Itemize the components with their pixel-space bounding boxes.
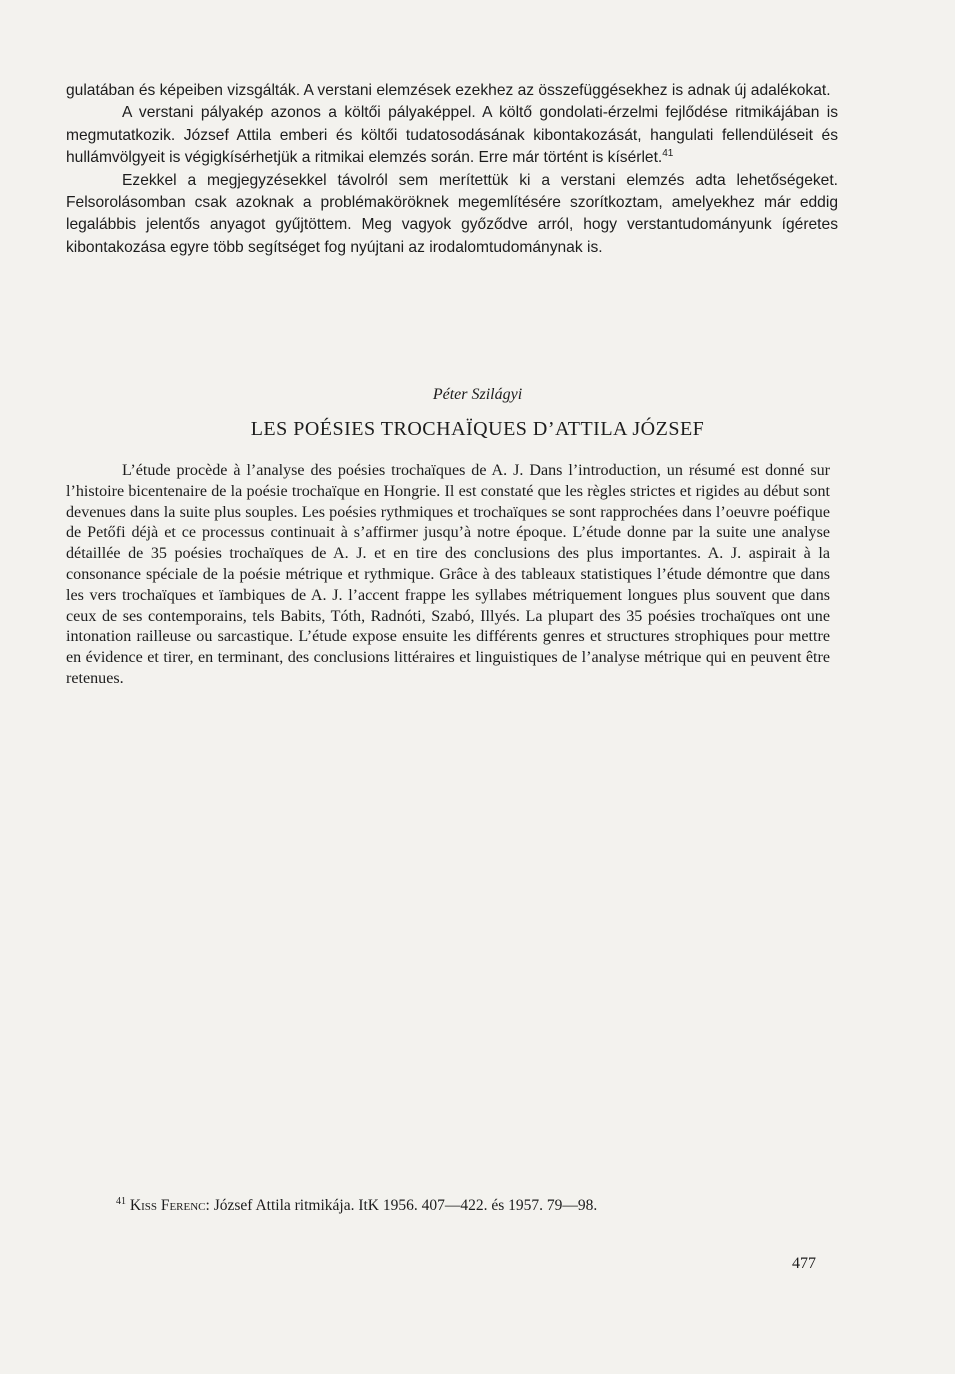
paragraph: [66, 102, 838, 169]
footnote-author: Kiss Ferenc: [129, 1197, 206, 1215]
french-summary: [66, 461, 830, 690]
hungarian-text: [66, 80, 838, 259]
footnote-number: 41: [116, 1196, 126, 1207]
footnote-reference[interactable]: 41: [662, 148, 674, 160]
page-number: 477: [792, 1255, 816, 1272]
paragraph: gulatában és képeiben vizsgálták. A verstani elemzések ezekhez az összefüggésekhez is adnak új adalékokat.: [66, 82, 831, 99]
footnote: [116, 1196, 597, 1215]
paragraph-text: A verstani pályakép azonos a költői pályaképpel. A költő gondolati-érzelmi fejlődése ritmikájában is megmutatkozik. József Attila emberi és költői tudatosodásának kibontakozását, hangulati fellendüléseit és hullámvölgyeit is végigkísérhetjük a ritmikai elemzés során. Erre már történt is kísérlet.: [66, 104, 838, 167]
paragraph: Ezekkel a megjegyzésekkel távolról sem merítettük ki a verstani elemzés adta lehetőségeket. Felsorolásomban csak azoknak a problémaköröknek megemlítésére szorítkoztam, amelyekhez már eddig legalábbis jelentős anyagot gyűjtöttem. Meg vagyok győződve arról, hogy verstantudományunk ígéretes kibontakozása egyre több segítséget fog nyújtani az irodalomtudománynak is.: [66, 171, 838, 256]
summary-paragraph: L’étude procède à l’analyse des poésies trochaïques de A. J. Dans l’introduction, un résumé est donné sur l’histoire bicentenaire de la poésie trochaïque en Hongrie. Il est constaté que les règles strictes et rigides au début sont devenues dans la suite plus souples. Les poésies rythmiques et trochaïques se sont rapprochées dans l’oeuvre poéfique de Petőfi déjà et ce processus continuait à s’affirmer jusqu’à notre époque. L’étude donne par la suite une analyse détaillée de 35 poésies trochaïques de A. J. et en tire des conclusions des plus importantes. A. J. aspirait à la consonance spéciale de la poésie métrique et rythmique. Grâce à des tableaux statistiques l’étude démontre que dans les vers trochaïques et ïambiques de A. J. l’accent frappe les syllabes métriquement longues plus souvent que dans ceux de ses contemporains, tels Babits, Tóth, Radnóti, Szabó, Illyés. La plupart des 35 poésies trochaïques ont une intonation railleuse ou sarcastique. L’étude expose ensuite les différents genres et structures strophiques pour mettre en évidence et tirer, en terminant, des conclusions littéraires et linguistiques de l’analyse métrique qui en peuvent être retenues.: [66, 462, 830, 687]
footnote-text: : József Attila ritmikája. ItK 1956. 407—422. és 1957. 79—98.: [205, 1197, 598, 1215]
summary-title: LES POÉSIES TROCHAÏQUES D’ATTILA JÓZSEF: [250, 418, 705, 440]
summary-author: Péter Szilágyi: [432, 386, 523, 403]
